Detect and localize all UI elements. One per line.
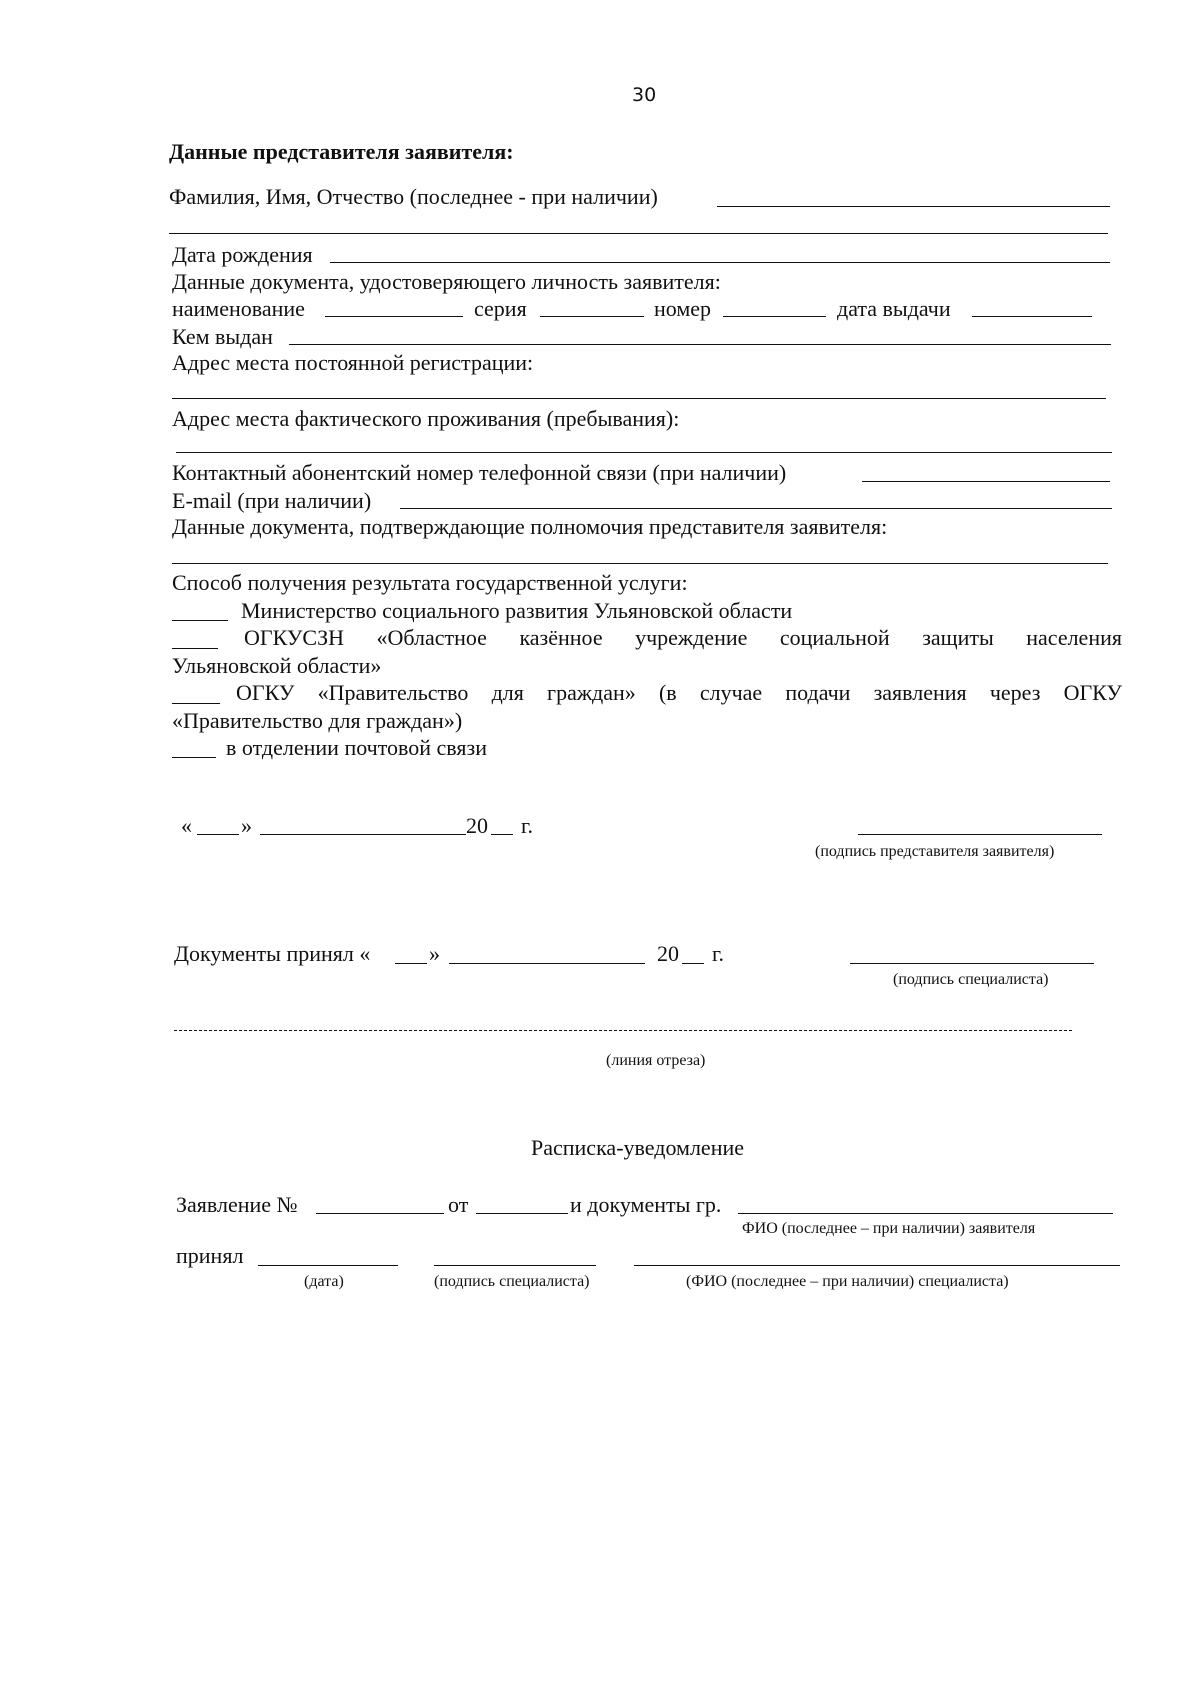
doc-series-label: серия bbox=[474, 296, 527, 321]
birth-date-label: Дата рождения bbox=[172, 242, 313, 267]
reg-address-label: Адрес места постоянной регистрации: bbox=[172, 350, 534, 375]
reg-address-field[interactable] bbox=[172, 398, 1106, 399]
date-year-prefix: 20 bbox=[466, 813, 488, 838]
documents-label: и документы гр. bbox=[570, 1192, 722, 1217]
receipt-specialist-fio-field[interactable] bbox=[634, 1265, 1120, 1266]
phone-label: Контактный абонентский номер телефонной связи (при наличии) bbox=[172, 460, 787, 485]
accepted-day-field[interactable] bbox=[395, 963, 427, 964]
option3-checkbox-line[interactable] bbox=[172, 703, 220, 704]
email-field[interactable] bbox=[400, 508, 1112, 509]
specialist-signature-field[interactable] bbox=[850, 963, 1094, 964]
doc-name-label: наименование bbox=[172, 296, 305, 321]
receipt-signature-caption: (подпись специалиста) bbox=[434, 1273, 590, 1290]
accepted-year-field[interactable] bbox=[682, 963, 704, 964]
fio-field[interactable] bbox=[717, 206, 1110, 207]
option4-label: в отделении почтовой связи bbox=[226, 735, 487, 760]
specialist-signature-caption: (подпись специалиста) bbox=[893, 971, 1049, 988]
cut-line bbox=[174, 1030, 1072, 1031]
authority-doc-label: Данные документа, подтверждающие полномочия представителя заявителя: bbox=[172, 514, 888, 539]
option4-checkbox-line[interactable] bbox=[172, 757, 216, 758]
application-date-field[interactable] bbox=[476, 1213, 568, 1214]
date-month-field[interactable] bbox=[260, 834, 466, 835]
cut-line-caption: (линия отреза) bbox=[606, 1052, 706, 1069]
rep-signature-field[interactable] bbox=[858, 834, 1102, 835]
option2-label-line1: ОГКУСЗН «Областное казённое учреждение социальной защиты населения bbox=[244, 625, 1122, 650]
doc-issue-date-label: дата выдачи bbox=[837, 296, 951, 321]
actual-address-field[interactable] bbox=[176, 452, 1112, 453]
identity-doc-heading: Данные документа, удостоверяющего личность заявителя: bbox=[172, 269, 721, 294]
doc-name-field[interactable] bbox=[325, 316, 463, 317]
date-open-quote: « bbox=[181, 813, 192, 838]
option2-checkbox-line[interactable] bbox=[172, 648, 218, 649]
issued-by-field[interactable] bbox=[289, 344, 1111, 345]
receipt-specialist-fio-caption: (ФИО (последнее – при наличии) специалиста) bbox=[686, 1273, 1009, 1290]
applicant-fio-field[interactable] bbox=[738, 1213, 1113, 1214]
fio-label: Фамилия, Имя, Отчество (последнее - при наличии) bbox=[169, 184, 658, 209]
doc-number-field[interactable] bbox=[723, 316, 826, 317]
result-method-heading: Способ получения результата государственной услуги: bbox=[172, 570, 688, 595]
issued-by-label: Кем выдан bbox=[172, 324, 273, 349]
option3-label-line2: «Правительство для граждан») bbox=[172, 708, 463, 733]
application-label: Заявление № bbox=[176, 1192, 298, 1217]
doc-number-label: номер bbox=[654, 296, 712, 321]
application-number-field[interactable] bbox=[316, 1213, 444, 1214]
date-day-field[interactable] bbox=[197, 834, 239, 835]
email-label: E-mail (при наличии) bbox=[172, 488, 372, 513]
accepted-close-quote: » bbox=[429, 941, 440, 966]
applicant-fio-caption: ФИО (последнее – при наличии) заявителя bbox=[742, 1220, 1036, 1237]
receipt-signature-field[interactable] bbox=[434, 1265, 596, 1266]
accepted-year-prefix: 20 bbox=[657, 941, 679, 966]
option3-label-line1: ОГКУ «Правительство для граждан» (в случае подачи заявления через ОГКУ bbox=[236, 680, 1122, 705]
page-number: 30 bbox=[632, 84, 657, 106]
receipt-date-field[interactable] bbox=[258, 1265, 398, 1266]
accepted-label: Документы принял « bbox=[174, 941, 371, 966]
birth-date-field[interactable] bbox=[330, 262, 1110, 263]
receipt-title: Расписка-уведомление bbox=[531, 1135, 745, 1160]
option2-label-line2: Ульяновской области» bbox=[172, 653, 382, 678]
date-year-field[interactable] bbox=[491, 834, 513, 835]
option1-checkbox-line[interactable] bbox=[172, 620, 228, 621]
authority-doc-field[interactable] bbox=[172, 563, 1108, 564]
doc-series-field[interactable] bbox=[540, 316, 644, 317]
rep-signature-caption: (подпись представителя заявителя) bbox=[815, 843, 1055, 860]
section-heading: Данные представителя заявителя: bbox=[169, 139, 514, 164]
date-close-quote: » bbox=[241, 813, 252, 838]
accepted-month-field[interactable] bbox=[449, 963, 645, 964]
doc-issue-date-field[interactable] bbox=[972, 316, 1092, 317]
accepted-year-suffix: г. bbox=[712, 941, 725, 966]
option1-label: Министерство социального развития Ульяновской области bbox=[241, 598, 793, 623]
application-from-label: от bbox=[448, 1192, 469, 1217]
receipt-accepted-label: принял bbox=[176, 1243, 244, 1268]
phone-field[interactable] bbox=[862, 481, 1110, 482]
date-year-suffix: г. bbox=[521, 813, 534, 838]
receipt-date-caption: (дата) bbox=[304, 1273, 344, 1290]
actual-address-label: Адрес места фактического проживания (пребывания): bbox=[172, 406, 680, 431]
fio-field-continued[interactable] bbox=[169, 233, 1108, 234]
